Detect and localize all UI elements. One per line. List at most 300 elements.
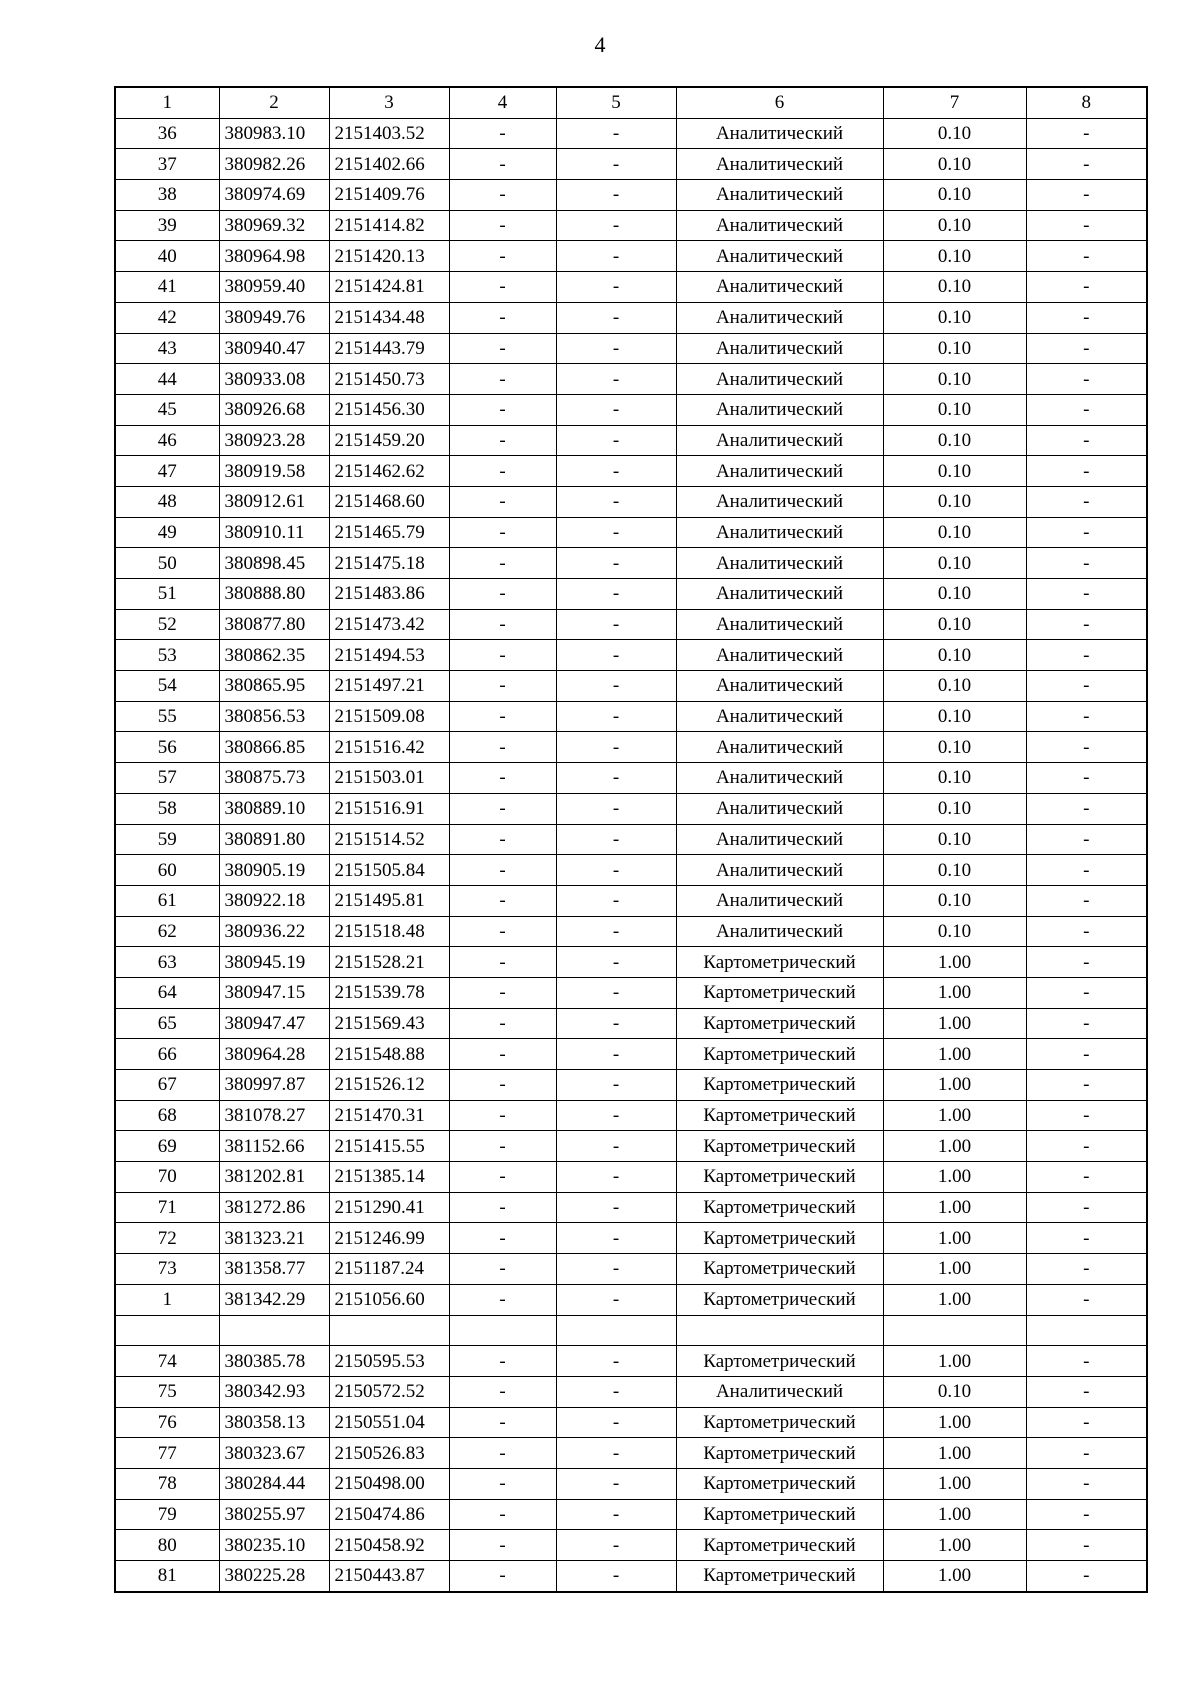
accuracy-cell: 1.00 bbox=[883, 1254, 1026, 1285]
table-row bbox=[115, 486, 1147, 517]
col5-cell: - bbox=[556, 855, 676, 886]
point-number-cell: 67 bbox=[115, 1070, 219, 1101]
point-number-cell: 39 bbox=[115, 210, 219, 241]
table-row bbox=[115, 640, 1147, 671]
x-coordinate-cell: 380255.97 bbox=[219, 1499, 329, 1530]
point-number-cell: 55 bbox=[115, 701, 219, 732]
y-coordinate-cell: 2150458.92 bbox=[329, 1530, 449, 1561]
point-number-cell: 75 bbox=[115, 1376, 219, 1407]
point-number-cell: 69 bbox=[115, 1131, 219, 1162]
col4-cell: - bbox=[449, 1346, 556, 1377]
y-coordinate-cell: 2151497.21 bbox=[329, 671, 449, 702]
col4-cell: - bbox=[449, 425, 556, 456]
x-coordinate-cell: 380959.40 bbox=[219, 272, 329, 303]
col4-cell: - bbox=[449, 1254, 556, 1285]
accuracy-cell: 0.10 bbox=[883, 793, 1026, 824]
x-coordinate-cell: 381358.77 bbox=[219, 1254, 329, 1285]
col4-cell: - bbox=[449, 824, 556, 855]
point-number-cell: 72 bbox=[115, 1223, 219, 1254]
method-cell: Картометрический bbox=[676, 1561, 883, 1592]
table-row bbox=[115, 180, 1147, 211]
col5-cell: - bbox=[556, 947, 676, 978]
col4-cell bbox=[449, 1315, 556, 1346]
method-cell: Аналитический bbox=[676, 210, 883, 241]
point-number-cell: 40 bbox=[115, 241, 219, 272]
accuracy-cell: 0.10 bbox=[883, 333, 1026, 364]
col8-cell: - bbox=[1026, 977, 1147, 1008]
x-coordinate-cell: 380912.61 bbox=[219, 486, 329, 517]
x-coordinate-cell: 380982.26 bbox=[219, 149, 329, 180]
col5-cell: - bbox=[556, 824, 676, 855]
col4-cell: - bbox=[449, 977, 556, 1008]
table-row bbox=[115, 149, 1147, 180]
col8-cell: - bbox=[1026, 1376, 1147, 1407]
col5-cell: - bbox=[556, 671, 676, 702]
y-coordinate-cell: 2151494.53 bbox=[329, 640, 449, 671]
x-coordinate-cell: 380358.13 bbox=[219, 1407, 329, 1438]
y-coordinate-cell: 2151414.82 bbox=[329, 210, 449, 241]
x-coordinate-cell: 380949.76 bbox=[219, 302, 329, 333]
col5-cell: - bbox=[556, 1192, 676, 1223]
x-coordinate-cell: 380919.58 bbox=[219, 456, 329, 487]
col4-cell: - bbox=[449, 793, 556, 824]
point-number-cell: 52 bbox=[115, 609, 219, 640]
accuracy-cell: 0.10 bbox=[883, 916, 1026, 947]
method-cell: Картометрический bbox=[676, 1438, 883, 1469]
col4-cell: - bbox=[449, 763, 556, 794]
col4-cell: - bbox=[449, 1223, 556, 1254]
y-coordinate-cell: 2151514.52 bbox=[329, 824, 449, 855]
y-coordinate-cell: 2151475.18 bbox=[329, 548, 449, 579]
y-coordinate-cell: 2151495.81 bbox=[329, 885, 449, 916]
col5-cell: - bbox=[556, 1039, 676, 1070]
method-cell: Картометрический bbox=[676, 1008, 883, 1039]
table-row bbox=[115, 1008, 1147, 1039]
y-coordinate-cell: 2150595.53 bbox=[329, 1346, 449, 1377]
method-cell: Аналитический bbox=[676, 609, 883, 640]
y-coordinate-cell: 2151516.42 bbox=[329, 732, 449, 763]
accuracy-cell: 1.00 bbox=[883, 1284, 1026, 1315]
table-row bbox=[115, 1468, 1147, 1499]
x-coordinate-cell bbox=[219, 1315, 329, 1346]
col4-cell: - bbox=[449, 180, 556, 211]
x-coordinate-cell: 381202.81 bbox=[219, 1162, 329, 1193]
table-row bbox=[115, 609, 1147, 640]
col5-cell: - bbox=[556, 1162, 676, 1193]
col8-cell: - bbox=[1026, 793, 1147, 824]
y-coordinate-cell: 2151443.79 bbox=[329, 333, 449, 364]
table-row bbox=[115, 1315, 1147, 1346]
method-cell: Аналитический bbox=[676, 394, 883, 425]
accuracy-cell: 0.10 bbox=[883, 855, 1026, 886]
x-coordinate-cell: 380947.47 bbox=[219, 1008, 329, 1039]
col8-cell: - bbox=[1026, 1100, 1147, 1131]
col4-cell: - bbox=[449, 210, 556, 241]
y-coordinate-cell: 2151290.41 bbox=[329, 1192, 449, 1223]
table-row bbox=[115, 977, 1147, 1008]
y-coordinate-cell: 2151456.30 bbox=[329, 394, 449, 425]
accuracy-cell: 0.10 bbox=[883, 241, 1026, 272]
y-coordinate-cell: 2150474.86 bbox=[329, 1499, 449, 1530]
x-coordinate-cell: 380969.32 bbox=[219, 210, 329, 241]
x-coordinate-cell: 380385.78 bbox=[219, 1346, 329, 1377]
method-cell: Аналитический bbox=[676, 364, 883, 395]
table-row bbox=[115, 1561, 1147, 1592]
y-coordinate-cell: 2151505.84 bbox=[329, 855, 449, 886]
x-coordinate-cell: 380889.10 bbox=[219, 793, 329, 824]
y-coordinate-cell: 2150443.87 bbox=[329, 1561, 449, 1592]
column-header-3: 3 bbox=[329, 87, 449, 118]
table-row bbox=[115, 947, 1147, 978]
col8-cell: - bbox=[1026, 885, 1147, 916]
col8-cell: - bbox=[1026, 1346, 1147, 1377]
method-cell: Картометрический bbox=[676, 1162, 883, 1193]
col4-cell: - bbox=[449, 1561, 556, 1592]
col5-cell: - bbox=[556, 333, 676, 364]
x-coordinate-cell: 380284.44 bbox=[219, 1468, 329, 1499]
point-number-cell: 41 bbox=[115, 272, 219, 303]
col5-cell: - bbox=[556, 210, 676, 241]
column-header-8: 8 bbox=[1026, 87, 1147, 118]
column-header-4: 4 bbox=[449, 87, 556, 118]
col4-cell: - bbox=[449, 517, 556, 548]
accuracy-cell: 0.10 bbox=[883, 885, 1026, 916]
column-header-5: 5 bbox=[556, 87, 676, 118]
point-number-cell: 66 bbox=[115, 1039, 219, 1070]
table-row bbox=[115, 1284, 1147, 1315]
y-coordinate-cell: 2151539.78 bbox=[329, 977, 449, 1008]
col5-cell: - bbox=[556, 977, 676, 1008]
method-cell: Аналитический bbox=[676, 824, 883, 855]
col4-cell: - bbox=[449, 916, 556, 947]
point-number-cell: 61 bbox=[115, 885, 219, 916]
y-coordinate-cell: 2150526.83 bbox=[329, 1438, 449, 1469]
point-number-cell: 36 bbox=[115, 118, 219, 149]
method-cell: Картометрический bbox=[676, 1346, 883, 1377]
table-row bbox=[115, 333, 1147, 364]
method-cell: Картометрический bbox=[676, 1131, 883, 1162]
method-cell: Аналитический bbox=[676, 579, 883, 610]
col5-cell: - bbox=[556, 701, 676, 732]
method-cell: Картометрический bbox=[676, 977, 883, 1008]
table-row bbox=[115, 763, 1147, 794]
col8-cell: - bbox=[1026, 333, 1147, 364]
col8-cell: - bbox=[1026, 425, 1147, 456]
col5-cell: - bbox=[556, 1468, 676, 1499]
method-cell: Картометрический bbox=[676, 1468, 883, 1499]
col5-cell: - bbox=[556, 1561, 676, 1592]
accuracy-cell: 0.10 bbox=[883, 671, 1026, 702]
accuracy-cell: 0.10 bbox=[883, 302, 1026, 333]
col5-cell: - bbox=[556, 364, 676, 395]
point-number-cell: 1 bbox=[115, 1284, 219, 1315]
col8-cell: - bbox=[1026, 1162, 1147, 1193]
x-coordinate-cell: 380877.80 bbox=[219, 609, 329, 640]
col5-cell: - bbox=[556, 1131, 676, 1162]
y-coordinate-cell: 2151528.21 bbox=[329, 947, 449, 978]
x-coordinate-cell: 380905.19 bbox=[219, 855, 329, 886]
col8-cell: - bbox=[1026, 1561, 1147, 1592]
method-cell: Аналитический bbox=[676, 333, 883, 364]
table-row bbox=[115, 210, 1147, 241]
col5-cell: - bbox=[556, 763, 676, 794]
table-row bbox=[115, 118, 1147, 149]
accuracy-cell: 0.10 bbox=[883, 118, 1026, 149]
col4-cell: - bbox=[449, 486, 556, 517]
y-coordinate-cell: 2151415.55 bbox=[329, 1131, 449, 1162]
table-row bbox=[115, 394, 1147, 425]
col5-cell bbox=[556, 1315, 676, 1346]
y-coordinate-cell: 2151409.76 bbox=[329, 180, 449, 211]
col5-cell: - bbox=[556, 609, 676, 640]
x-coordinate-cell: 380862.35 bbox=[219, 640, 329, 671]
accuracy-cell: 0.10 bbox=[883, 486, 1026, 517]
method-cell: Аналитический bbox=[676, 149, 883, 180]
col8-cell: - bbox=[1026, 1284, 1147, 1315]
accuracy-cell: 0.10 bbox=[883, 272, 1026, 303]
accuracy-cell: 1.00 bbox=[883, 1530, 1026, 1561]
col4-cell: - bbox=[449, 333, 556, 364]
method-cell: Аналитический bbox=[676, 916, 883, 947]
table-row bbox=[115, 1376, 1147, 1407]
col8-cell: - bbox=[1026, 210, 1147, 241]
col8-cell: - bbox=[1026, 579, 1147, 610]
col8-cell: - bbox=[1026, 456, 1147, 487]
method-cell: Картометрический bbox=[676, 1284, 883, 1315]
x-coordinate-cell: 380898.45 bbox=[219, 548, 329, 579]
col8-cell: - bbox=[1026, 609, 1147, 640]
x-coordinate-cell: 380323.67 bbox=[219, 1438, 329, 1469]
table-row bbox=[115, 241, 1147, 272]
col4-cell: - bbox=[449, 1131, 556, 1162]
method-cell: Картометрический bbox=[676, 1192, 883, 1223]
method-cell: Картометрический bbox=[676, 1070, 883, 1101]
accuracy-cell: 0.10 bbox=[883, 824, 1026, 855]
accuracy-cell: 1.00 bbox=[883, 1468, 1026, 1499]
table-row bbox=[115, 701, 1147, 732]
col5-cell: - bbox=[556, 1376, 676, 1407]
point-number-cell: 54 bbox=[115, 671, 219, 702]
point-number-cell: 68 bbox=[115, 1100, 219, 1131]
method-cell: Аналитический bbox=[676, 486, 883, 517]
method-cell: Картометрический bbox=[676, 1407, 883, 1438]
col4-cell: - bbox=[449, 394, 556, 425]
method-cell: Картометрический bbox=[676, 1499, 883, 1530]
table-row bbox=[115, 1530, 1147, 1561]
col4-cell: - bbox=[449, 149, 556, 180]
x-coordinate-cell: 380945.19 bbox=[219, 947, 329, 978]
accuracy-cell: 0.10 bbox=[883, 149, 1026, 180]
accuracy-cell: 0.10 bbox=[883, 579, 1026, 610]
coordinates-table bbox=[114, 86, 1148, 1593]
col8-cell: - bbox=[1026, 640, 1147, 671]
table-row bbox=[115, 793, 1147, 824]
accuracy-cell: 0.10 bbox=[883, 701, 1026, 732]
table-row bbox=[115, 732, 1147, 763]
col8-cell: - bbox=[1026, 241, 1147, 272]
col8-cell: - bbox=[1026, 272, 1147, 303]
accuracy-cell: 0.10 bbox=[883, 180, 1026, 211]
col5-cell: - bbox=[556, 272, 676, 303]
table-row bbox=[115, 579, 1147, 610]
point-number-cell: 51 bbox=[115, 579, 219, 610]
col4-cell: - bbox=[449, 364, 556, 395]
col4-cell: - bbox=[449, 671, 556, 702]
col8-cell: - bbox=[1026, 1131, 1147, 1162]
x-coordinate-cell: 381342.29 bbox=[219, 1284, 329, 1315]
accuracy-cell: 1.00 bbox=[883, 1131, 1026, 1162]
table-row bbox=[115, 548, 1147, 579]
y-coordinate-cell: 2150551.04 bbox=[329, 1407, 449, 1438]
col4-cell: - bbox=[449, 1192, 556, 1223]
method-cell: Аналитический bbox=[676, 732, 883, 763]
col5-cell: - bbox=[556, 180, 676, 211]
method-cell: Картометрический bbox=[676, 1039, 883, 1070]
y-coordinate-cell: 2151509.08 bbox=[329, 701, 449, 732]
method-cell: Аналитический bbox=[676, 425, 883, 456]
accuracy-cell: 1.00 bbox=[883, 1039, 1026, 1070]
col4-cell: - bbox=[449, 1008, 556, 1039]
col4-cell: - bbox=[449, 1070, 556, 1101]
col5-cell: - bbox=[556, 1284, 676, 1315]
col4-cell: - bbox=[449, 302, 556, 333]
col5-cell: - bbox=[556, 486, 676, 517]
x-coordinate-cell: 380940.47 bbox=[219, 333, 329, 364]
table-row bbox=[115, 824, 1147, 855]
point-number-cell: 60 bbox=[115, 855, 219, 886]
table-row bbox=[115, 1131, 1147, 1162]
col5-cell: - bbox=[556, 1438, 676, 1469]
y-coordinate-cell: 2151403.52 bbox=[329, 118, 449, 149]
col5-cell: - bbox=[556, 1008, 676, 1039]
x-coordinate-cell: 380933.08 bbox=[219, 364, 329, 395]
method-cell: Аналитический bbox=[676, 671, 883, 702]
point-number-cell: 78 bbox=[115, 1468, 219, 1499]
col8-cell: - bbox=[1026, 1530, 1147, 1561]
point-number-cell: 64 bbox=[115, 977, 219, 1008]
column-header-7: 7 bbox=[883, 87, 1026, 118]
table-row bbox=[115, 1407, 1147, 1438]
point-number-cell: 74 bbox=[115, 1346, 219, 1377]
point-number-cell: 63 bbox=[115, 947, 219, 978]
col4-cell: - bbox=[449, 732, 556, 763]
col8-cell: - bbox=[1026, 1499, 1147, 1530]
y-coordinate-cell: 2151056.60 bbox=[329, 1284, 449, 1315]
col8-cell: - bbox=[1026, 149, 1147, 180]
col5-cell: - bbox=[556, 793, 676, 824]
x-coordinate-cell: 380964.28 bbox=[219, 1039, 329, 1070]
col4-cell: - bbox=[449, 855, 556, 886]
x-coordinate-cell: 380936.22 bbox=[219, 916, 329, 947]
method-cell: Аналитический bbox=[676, 180, 883, 211]
col5-cell: - bbox=[556, 1100, 676, 1131]
col4-cell: - bbox=[449, 456, 556, 487]
accuracy-cell: 1.00 bbox=[883, 1162, 1026, 1193]
point-number-cell: 56 bbox=[115, 732, 219, 763]
col4-cell: - bbox=[449, 1407, 556, 1438]
x-coordinate-cell: 380888.80 bbox=[219, 579, 329, 610]
col4-cell: - bbox=[449, 1530, 556, 1561]
x-coordinate-cell: 380235.10 bbox=[219, 1530, 329, 1561]
col5-cell: - bbox=[556, 1070, 676, 1101]
col5-cell: - bbox=[556, 1346, 676, 1377]
point-number-cell: 76 bbox=[115, 1407, 219, 1438]
col8-cell: - bbox=[1026, 1192, 1147, 1223]
x-coordinate-cell: 380342.93 bbox=[219, 1376, 329, 1407]
col4-cell: - bbox=[449, 947, 556, 978]
point-number-cell: 65 bbox=[115, 1008, 219, 1039]
y-coordinate-cell: 2151465.79 bbox=[329, 517, 449, 548]
col8-cell: - bbox=[1026, 364, 1147, 395]
method-cell: Аналитический bbox=[676, 456, 883, 487]
x-coordinate-cell: 380910.11 bbox=[219, 517, 329, 548]
column-header-1: 1 bbox=[115, 87, 219, 118]
x-coordinate-cell: 380866.85 bbox=[219, 732, 329, 763]
point-number-cell: 58 bbox=[115, 793, 219, 824]
y-coordinate-cell: 2151420.13 bbox=[329, 241, 449, 272]
accuracy-cell: 0.10 bbox=[883, 548, 1026, 579]
accuracy-cell: 1.00 bbox=[883, 947, 1026, 978]
x-coordinate-cell: 380865.95 bbox=[219, 671, 329, 702]
y-coordinate-cell: 2151462.62 bbox=[329, 456, 449, 487]
point-number-cell: 62 bbox=[115, 916, 219, 947]
col8-cell: - bbox=[1026, 947, 1147, 978]
method-cell: Аналитический bbox=[676, 640, 883, 671]
point-number-cell: 79 bbox=[115, 1499, 219, 1530]
x-coordinate-cell: 380875.73 bbox=[219, 763, 329, 794]
col8-cell: - bbox=[1026, 763, 1147, 794]
col8-cell: - bbox=[1026, 548, 1147, 579]
col4-cell: - bbox=[449, 272, 556, 303]
table-row bbox=[115, 1162, 1147, 1193]
accuracy-cell: 0.10 bbox=[883, 1376, 1026, 1407]
method-cell: Картометрический bbox=[676, 947, 883, 978]
table-row bbox=[115, 517, 1147, 548]
col5-cell: - bbox=[556, 916, 676, 947]
table-row bbox=[115, 1039, 1147, 1070]
table-body bbox=[115, 118, 1147, 1592]
col8-cell: - bbox=[1026, 486, 1147, 517]
point-number-cell: 80 bbox=[115, 1530, 219, 1561]
col8-cell: - bbox=[1026, 1438, 1147, 1469]
point-number-cell: 38 bbox=[115, 180, 219, 211]
col8-cell: - bbox=[1026, 1070, 1147, 1101]
col4-cell: - bbox=[449, 241, 556, 272]
x-coordinate-cell: 381323.21 bbox=[219, 1223, 329, 1254]
col8-cell: - bbox=[1026, 1254, 1147, 1285]
accuracy-cell: 1.00 bbox=[883, 1346, 1026, 1377]
accuracy-cell: 1.00 bbox=[883, 1223, 1026, 1254]
x-coordinate-cell: 380891.80 bbox=[219, 824, 329, 855]
point-number-cell bbox=[115, 1315, 219, 1346]
x-coordinate-cell: 380947.15 bbox=[219, 977, 329, 1008]
point-number-cell: 49 bbox=[115, 517, 219, 548]
table-row bbox=[115, 364, 1147, 395]
col5-cell: - bbox=[556, 1407, 676, 1438]
col8-cell: - bbox=[1026, 671, 1147, 702]
col4-cell: - bbox=[449, 1284, 556, 1315]
x-coordinate-cell: 380983.10 bbox=[219, 118, 329, 149]
method-cell: Аналитический bbox=[676, 548, 883, 579]
accuracy-cell: 1.00 bbox=[883, 1008, 1026, 1039]
col8-cell: - bbox=[1026, 1008, 1147, 1039]
col4-cell: - bbox=[449, 1039, 556, 1070]
point-number-cell: 45 bbox=[115, 394, 219, 425]
x-coordinate-cell: 380923.28 bbox=[219, 425, 329, 456]
column-header-2: 2 bbox=[219, 87, 329, 118]
y-coordinate-cell: 2151503.01 bbox=[329, 763, 449, 794]
point-number-cell: 46 bbox=[115, 425, 219, 456]
